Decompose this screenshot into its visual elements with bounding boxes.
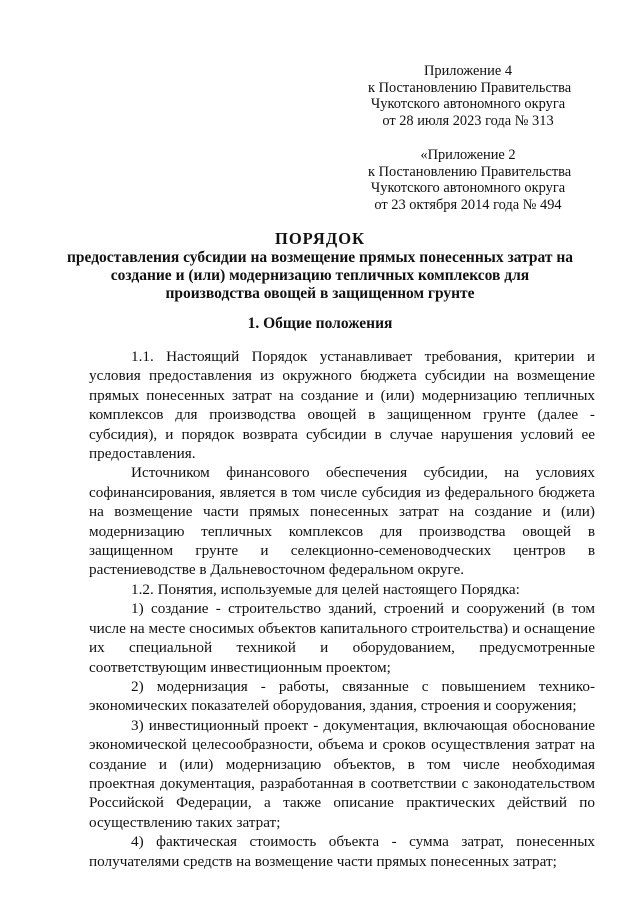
paragraph-funding-source: Источником финансового обеспечения субсидии, на условиях софинансирования, является в том числе субсидия из федерального бюджета на возмещение части прямых понесенных затрат на создание и (или) модернизацию тепличных комплексов для производства овощей в защищенном грунте и селекционно-семеноводческих центров в растениеводстве в Дальневосточном федеральном округе. (89, 464, 595, 579)
subtitle-line: производства овощей в защищенном грунте (165, 285, 475, 302)
definition-creation: 1) создание - строительство зданий, строений и сооружений (в том числе на месте сносимых объектов капитального строительства) и оснащение их специальной техникой и оборудованием, предусмотренные соответствующим инвестиционным проектом; (89, 600, 595, 676)
paragraph-1-2: 1.2. Понятия, используемые для целей настоящего Порядка: (131, 580, 520, 598)
appendix-2-line: «Приложение 2 (420, 147, 516, 163)
appendix-2-line: к Постановлению Правительства (368, 163, 572, 180)
appendix-4-line: Приложение 4 (423, 63, 513, 79)
section-title: 1. Общие положения (247, 315, 393, 332)
subtitle-line: создание и (или) модернизацию тепличных комплексов для (110, 267, 530, 284)
appendix-2-line: Чукотского автономного округа (370, 180, 566, 196)
appendix-2-header (368, 147, 572, 213)
appendix-2-line: от 23 октября 2014 года № 494 (374, 196, 562, 213)
definition-actual-cost: 4) фактическая стоимость объекта - сумма затрат, понесенных получателями средств на возмещение части прямых понесенных затрат; (89, 833, 595, 870)
definition-investment-project: 3) инвестиционный проект - документация, включающая обоснование экономической целесообразности, объема и сроков осуществления затрат на создание и (или) модернизацию объектов, в том числе необходимая проектная документация, разработанная в соответствии с законодательством Российской Федерации, а также описание практических действий по осуществлению таких затрат; (89, 716, 595, 831)
appendix-4-line: к Постановлению Правительства (368, 79, 572, 96)
document-title: ПОРЯДОК (275, 229, 365, 248)
document-subtitle (60, 249, 580, 303)
document-body (89, 347, 595, 871)
appendix-4-header (368, 63, 572, 129)
appendix-4-line: Чукотского автономного округа (370, 96, 566, 112)
paragraph-1-1: 1.1. Настоящий Порядок устанавливает требования, критерии и условия предоставления из окружного бюджета субсидии на возмещение прямых понесенных затрат на создание и (или) модернизацию тепличных комплексов для производства овощей в защищенном грунте (далее - субсидия), и порядок возврата субсидии в случае нарушения условий ее предоставления. (89, 348, 595, 463)
definition-modernization: 2) модернизация - работы, связанные с повышением технико-экономических показателей оборудования, здания, строения и сооружения; (89, 677, 595, 715)
appendix-4-line: от 28 июля 2023 года № 313 (382, 112, 554, 129)
subtitle-line: предоставления субсидии на возмещение прямых понесенных затрат на (66, 249, 574, 266)
